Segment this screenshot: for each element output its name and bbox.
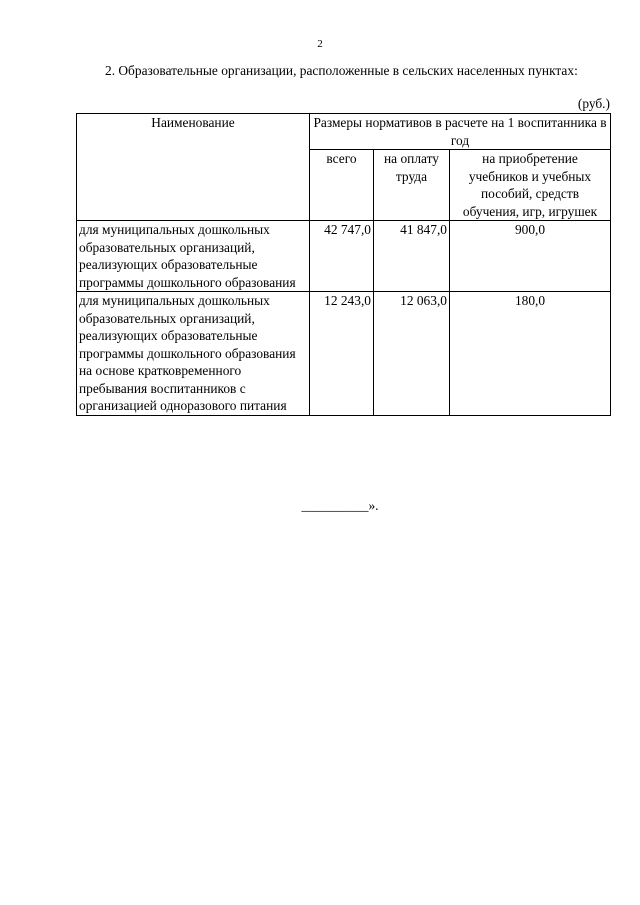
row-total: 12 243,0	[310, 292, 374, 416]
row-name: для муниципальных дошкольных образовательных организаций, реализующих образовательные программы дошкольного образования	[77, 221, 310, 292]
header-salary: на оплату труда	[374, 150, 450, 221]
row-total: 42 747,0	[310, 221, 374, 292]
table-header-row	[77, 114, 611, 150]
row-materials: 180,0	[450, 292, 611, 416]
header-name: Наименование	[77, 114, 310, 221]
row-salary: 12 063,0	[374, 292, 450, 416]
header-total: всего	[310, 150, 374, 221]
unit-label: (руб.)	[577, 96, 610, 111]
page-number: 2	[317, 38, 323, 50]
row-name: для муниципальных дошкольных образовательных организаций, реализующих образовательные программы дошкольного образования на основе кратковременного пребывания воспитанников с организацией одноразового питания	[77, 292, 310, 416]
closing-line: __________».	[301, 498, 379, 513]
normatives-table	[76, 113, 611, 416]
row-salary: 41 847,0	[374, 221, 450, 292]
row-materials: 900,0	[450, 221, 611, 292]
header-group: Размеры нормативов в расчете на 1 воспитанника в год	[310, 114, 611, 150]
intro-paragraph: 2. Образовательные организации, расположенные в сельских населенных пунктах:	[105, 63, 578, 78]
table-row	[77, 292, 611, 416]
header-materials: на приобретение учебников и учебных пособий, средств обучения, игр, игрушек	[450, 150, 611, 221]
table-row	[77, 221, 611, 292]
